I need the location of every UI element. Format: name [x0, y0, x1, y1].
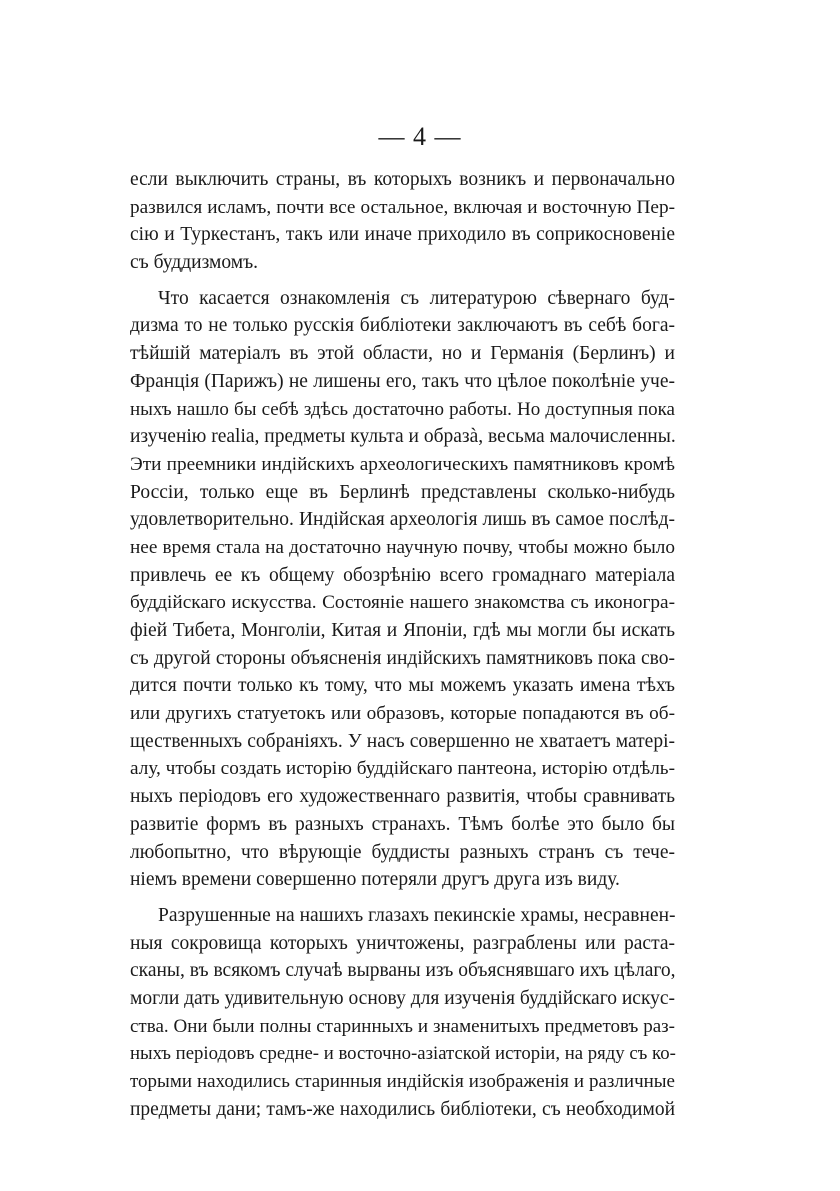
text-line: Разрушенные на нашихъ глазахъ пекинскіе храмы, несравнен- [158, 904, 676, 926]
text-line: или другихъ статуетокъ или образовъ, которые попадаются въ об- [130, 703, 675, 725]
text-line: сію и Туркестанъ, такъ или иначе приходило въ соприкосновеніе [130, 224, 675, 246]
text-line: алу, чтобы создать исторію буддійскаго пантеона, исторію отдѣль- [130, 758, 675, 780]
text-line: любопытно, что вѣрующіе буддисты разныхъ странъ съ тече- [130, 841, 675, 863]
page-number: — 4 — [378, 122, 462, 151]
text-line: ства. Они были полны старинныхъ и знаменитыхъ предметовъ раз- [130, 1015, 675, 1037]
text-line: нее время стала на достаточно научную почву, чтобы можно было [130, 536, 675, 558]
paragraph-3 [130, 902, 675, 1124]
text-line: ныя сокровища которыхъ уничтожены, разграблены или раста- [130, 932, 675, 954]
text-line: ныхъ періодовъ его художественнаго развитія, чтобы сравнивать [130, 786, 675, 808]
text-line: фіей Тибета, Монголіи, Китая и Японіи, гдѣ мы могли бы искать [130, 620, 675, 641]
text-line: если выключить страны, въ которыхъ возникъ и первоначально [130, 169, 675, 190]
text-line: предметы дани; тамъ-же находились библіотеки, съ необходимой [130, 1098, 675, 1120]
text-line: Эти преемники индійскихъ археологическихъ памятниковъ кромѣ [130, 453, 675, 475]
text-line: ныхъ нашло бы себѣ здѣсь достаточно работы. Но доступныя пока [130, 398, 675, 420]
body-text [130, 166, 675, 1123]
text-line: ніемъ времени совершенно потеряли другъ друга изъ виду. [130, 869, 620, 891]
text-line: сканы, въ всякомъ случаѣ вырваны изъ объяснявшаго ихъ цѣлаго, [130, 960, 676, 982]
text-line: щественныхъ собраніяхъ. У насъ совершенно не хватаетъ матері- [130, 730, 675, 752]
text-line: развился исламъ, почти все остальное, включая и восточную Пер- [130, 196, 675, 218]
text-line: развитіе формъ въ разныхъ странахъ. Тѣмъ болѣе это было бы [130, 813, 675, 835]
text-line: Франція (Парижъ) не лишены его, такъ что цѣлое поколѣніе уче- [130, 370, 675, 392]
paragraph-gap [130, 894, 675, 902]
text-line: привлечь ее къ общему обозрѣнію всего громаднаго матеріала [130, 564, 675, 586]
paragraph-gap [130, 277, 675, 285]
text-line: Что касается ознакомленія съ литературою сѣвернаго буд- [158, 287, 675, 309]
text-line: удовлетворительно. Индійская археологія лишь въ самое послѣд- [130, 509, 675, 531]
text-line: съ буддизмомъ. [130, 252, 259, 274]
text-line: Россіи, только еще въ Берлинѣ представлены сколько-нибудь [130, 481, 675, 503]
text-line: могли дать удивительную основу для изученія буддійскаго искус- [130, 987, 676, 1009]
text-line: торыми находились старинныя индійскія изображенія и различные [130, 1071, 675, 1092]
text-line: съ другой стороны объясненія индійскихъ памятниковъ пока сво- [130, 647, 675, 669]
text-line: буддійскаго искусства. Состояніе нашего знакомства съ иконогра- [130, 592, 675, 614]
paragraph-2 [130, 285, 675, 894]
text-line: ныхъ періодовъ средне- и восточно-азіатской исторіи, на ряду съ ко- [130, 1043, 676, 1065]
text-line: тѣйшій матеріалъ въ этой области, но и Германія (Берлинъ) и [130, 343, 675, 365]
text-line: дится почти только къ тому, что мы можемъ указать имена тѣхъ [130, 675, 675, 697]
paragraph-1 [130, 166, 675, 277]
text-line: изученію realia, предметы культа и образà, весьма малочисленны. [130, 426, 676, 448]
text-line: дизма то не только русскія библіотеки заключаютъ въ себѣ бога- [130, 315, 675, 337]
